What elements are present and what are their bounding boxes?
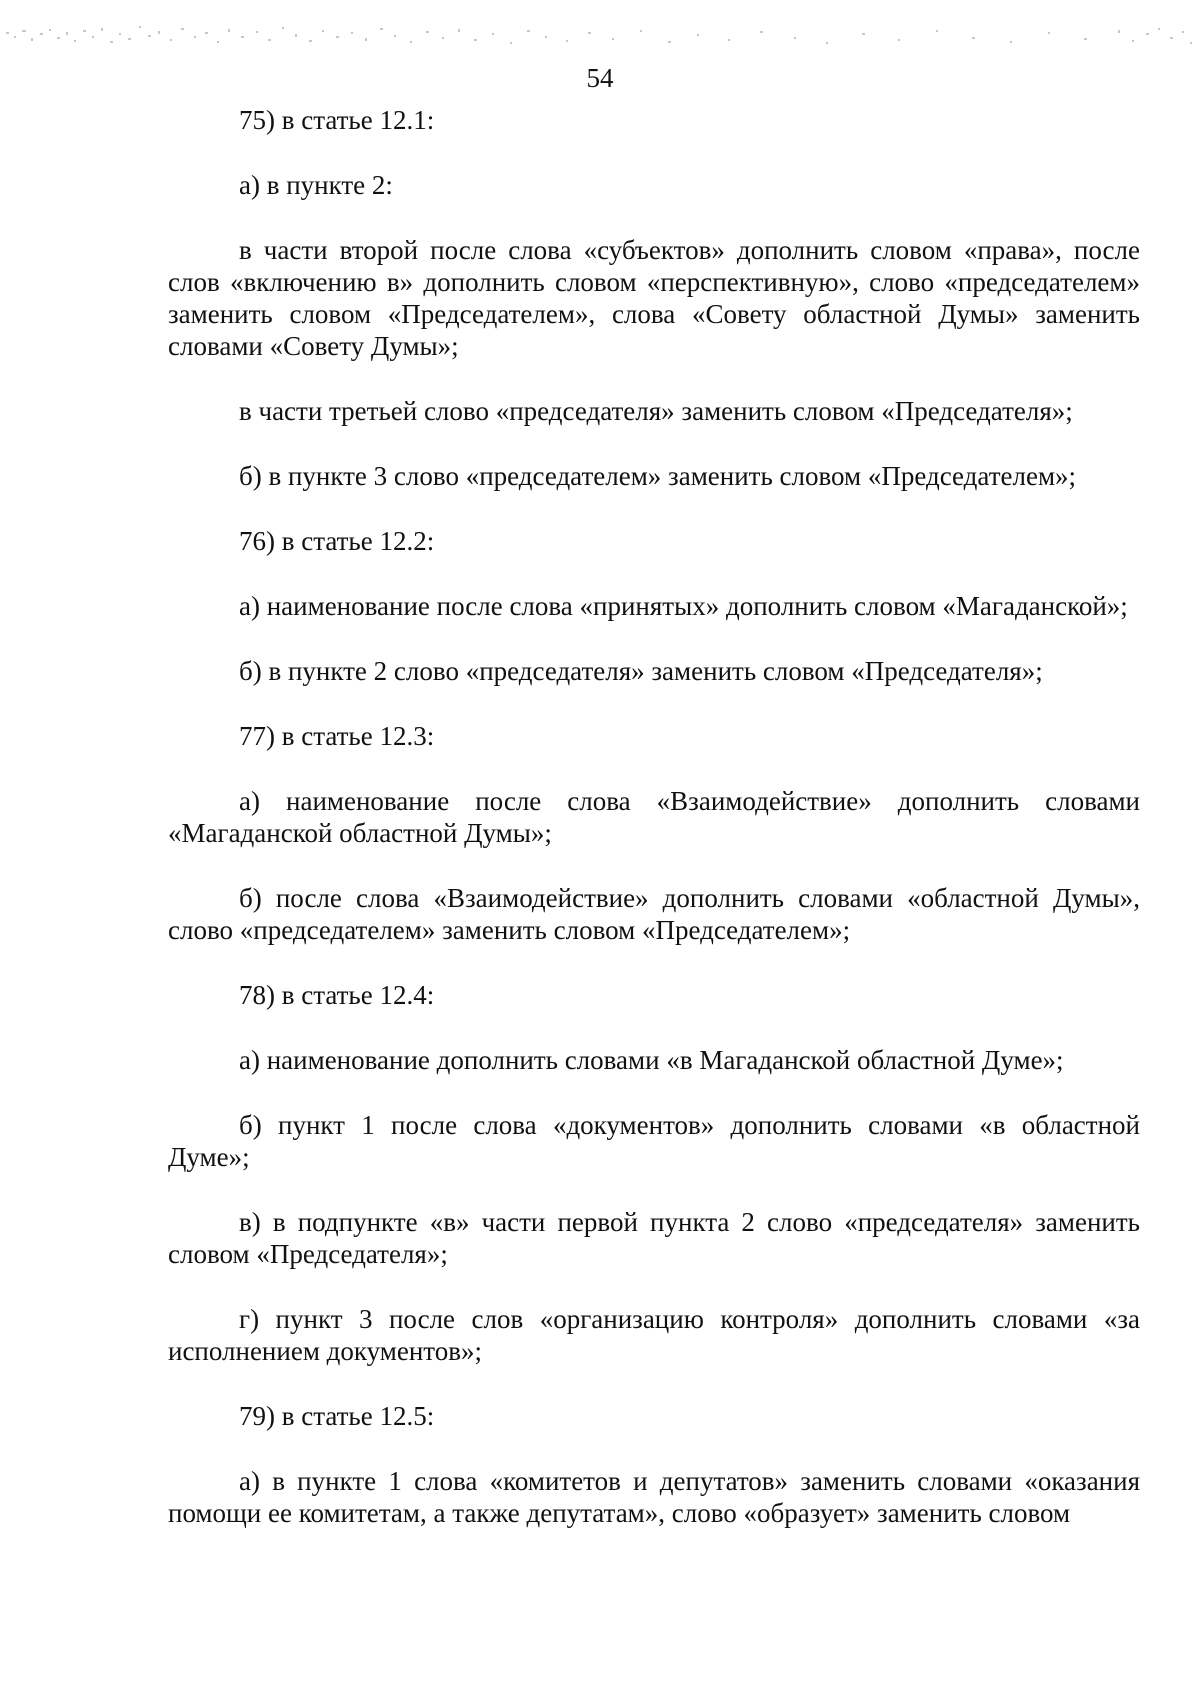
paragraph: а) в пункте 1 слова «комитетов и депутатов» заменить словами «оказания помощи ее комитетам, а также депутатам», слово «образует» заменить словом (168, 1466, 1140, 1528)
paragraph: 78) в статье 12.4: (239, 980, 435, 1010)
paragraph: б) в пункте 3 слово «председателем» заменить словом «Председателем»; (239, 461, 1077, 491)
paragraph: б) пункт 1 после слова «документов» дополнить словами «в областной Думе»; (168, 1110, 1140, 1172)
paragraph: 79) в статье 12.5: (239, 1401, 435, 1431)
paragraph: в части второй после слова «субъектов» дополнить словом «права», после слов «включению в» дополнить словом «перспективную», слово «председателем» заменить словом «Председателем», слова «Совету областной Думы» заменить словами «Совету Думы»; (168, 235, 1140, 361)
paragraph: а) наименование после слова «принятых» дополнить словом «Магаданской»; (239, 591, 1128, 621)
paragraph: 75) в статье 12.1: (239, 105, 435, 135)
page-number: 54 (586, 63, 614, 93)
paragraph: 76) в статье 12.2: (239, 526, 435, 556)
paragraph: б) в пункте 2 слово «председателя» заменить словом «Председателя»; (239, 656, 1043, 686)
paragraph: в) в подпункте «в» части первой пункта 2 слово «председателя» заменить словом «Председателя»; (168, 1207, 1140, 1269)
paragraph: 77) в статье 12.3: (239, 721, 435, 751)
document-body (168, 104, 1140, 1529)
scan-noise-strip (0, 14, 1200, 64)
paragraph: в части третьей слово «председателя» заменить словом «Председателя»; (239, 396, 1073, 426)
paragraph: а) наименование дополнить словами «в Магаданской областной Думе»; (239, 1045, 1064, 1075)
paragraph: а) наименование после слова «Взаимодействие» дополнить словами «Магаданской областной Думы»; (168, 786, 1140, 848)
paragraph: а) в пункте 2: (239, 170, 393, 200)
paragraph: б) после слова «Взаимодействие» дополнить словами «областной Думы», слово «председателем» заменить словом «Председателем»; (168, 883, 1140, 945)
paragraph: г) пункт 3 после слов «организацию контроля» дополнить словами «за исполнением документов»; (168, 1304, 1140, 1366)
